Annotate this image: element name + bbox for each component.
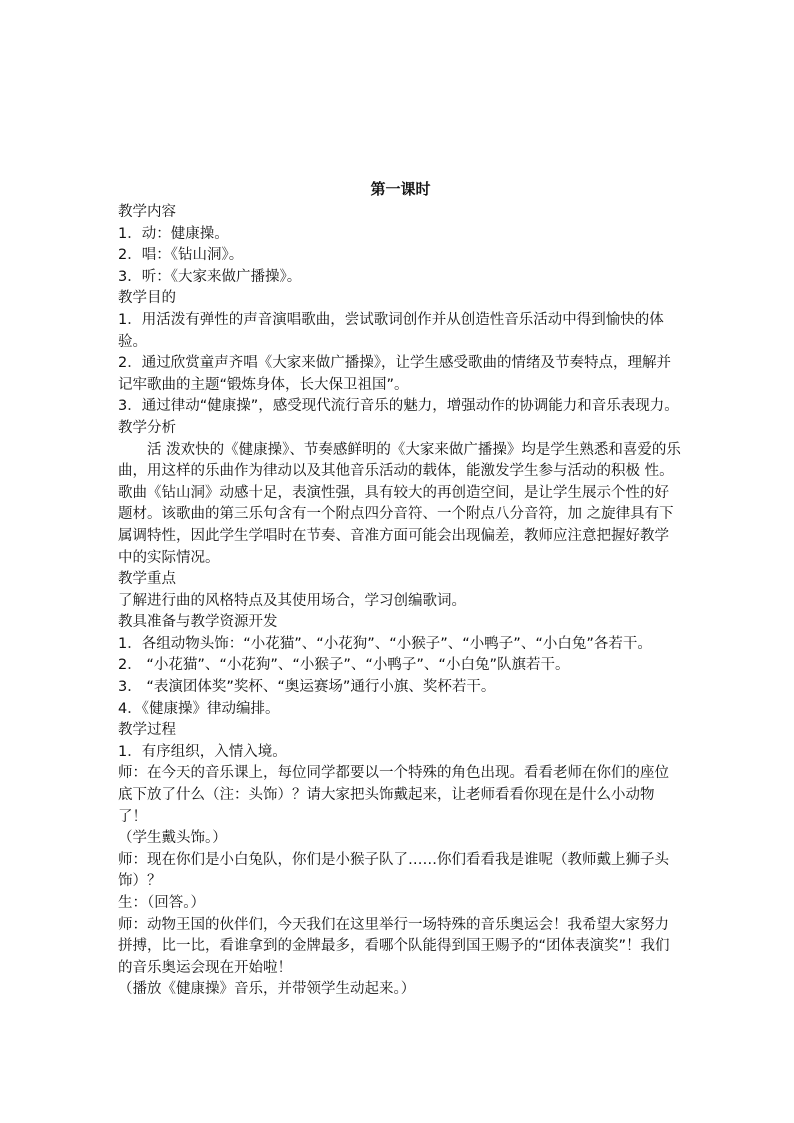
content-item-1: 1．动：健康操。 bbox=[118, 225, 229, 242]
teacher-line-2: 师：现在你们是小白兔队，你们是小猴子队了……你们看看我是谁呢（教师戴上狮子头饰）？ bbox=[118, 851, 669, 890]
materials-item-4: 4．《健康操》律动编排。 bbox=[118, 700, 280, 717]
teacher-line-3: 师：动物王国的伙伴们，今天我们在这里举行一场特殊的音乐奥运会！我希望大家努力拼搏，比一比，看谁拿到的金牌最多，看哪个队能得到国王赐予的“团体表演奖”！我们的音乐奥运会现在开始啦！ bbox=[118, 916, 670, 976]
stage-direction-1: （学生戴头饰。） bbox=[118, 830, 227, 847]
objective-item-1: 1．用活泼有弹性的声音演唱歌曲，尝试歌词创作并从创造性音乐活动中得到愉快的体验。 bbox=[118, 311, 664, 350]
teacher-line-1: 师：在今天的音乐课上，每位同学都要以一个特殊的角色出现。看看老师在你们的座位底下放了什么（注：头饰）？请大家把头饰戴起来，让老师看看你现在是什么小动物了！ bbox=[118, 765, 669, 825]
section-heading-analysis: 教学分析 bbox=[118, 419, 176, 436]
objective-item-2: 2．通过欣赏童声齐唱《大家来做广播操》，让学生感受歌曲的情绪及节奏特点，理解并记牢歌曲的主题“锻炼身体，长大保卫祖国”。 bbox=[118, 355, 671, 393]
section-heading-key-points: 教学重点 bbox=[118, 571, 176, 588]
materials-item-3: 3． “表演团体奖”奖杯、“奥运赛场”通行小旗、奖杯若干。 bbox=[118, 679, 496, 696]
page-title: 第一课时 bbox=[370, 180, 431, 198]
section-heading-materials: 教具准备与教学资源开发 bbox=[118, 614, 278, 631]
analysis-paragraph: 活 泼欢快的《健康操》、节奏感鲜明的《大家来做广播操》均是学生熟悉和喜爱的乐曲，用这样的乐曲作为律动以及其他音乐活动的载体，能激发学生参与活动的积极 性。歌曲《钻山洞》动感十足，表演性强，具有较大的再创造空间，是让学生展示个性的好题材。该歌曲的第三乐句含有一个附点四分音符、一个附点八分音符，加 之旋律具有下属调特性，因此学生学唱时在节奏、音准方面可能会出现偏差，教师应注意把握好教学中的实际情况。 bbox=[118, 441, 681, 566]
process-step-1: 1．有序组织，入情入境。 bbox=[118, 743, 287, 760]
content-item-2: 2．唱：《钻山洞》。 bbox=[118, 247, 244, 264]
materials-item-2: 2． “小花猫”、“小花狗”、“小猴子”、“小鸭子”、“小白兔”队旗若干。 bbox=[118, 657, 570, 674]
objective-item-3: 3．通过律动“健康操”，感受现代流行音乐的魅力，增强动作的协调能力和音乐表现力。 bbox=[118, 398, 679, 415]
section-heading-content: 教学内容 bbox=[118, 204, 176, 220]
content-item-3: 3．听：《大家来做广播操》。 bbox=[118, 268, 302, 285]
section-heading-objectives: 教学目的 bbox=[118, 290, 176, 307]
student-line-1: 生：（回答。） bbox=[118, 895, 205, 911]
section-heading-process: 教学过程 bbox=[118, 722, 176, 739]
key-points-text: 了解进行曲的风格特点及其使用场合，学习创编歌词。 bbox=[118, 592, 466, 609]
stage-direction-2: （播放《健康操》音乐，并带领学生动起来。） bbox=[118, 981, 416, 998]
materials-item-1: 1．各组动物头饰：“小花猫”、“小花狗”、“小猴子”、“小鸭子”、“小白兔”各若干。 bbox=[118, 635, 652, 652]
document-body bbox=[118, 178, 683, 1001]
